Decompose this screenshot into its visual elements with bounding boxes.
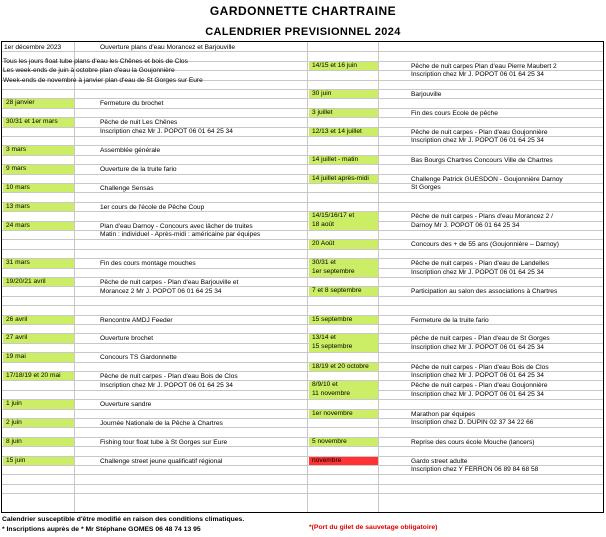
left-desc-line: Plan d'eau Darnoy - Concours avec lâcher de truites [100,222,253,230]
right-event-desc [411,439,604,450]
left-date-text: 3 mars [6,146,27,154]
right-desc-line: Pêche de nuit carpes Plan d'eau Pierre Maubert 2 [411,62,557,70]
right-desc-line: Pêche de nuit carpes - Plan d'eau Goujonnière [411,382,548,390]
safety-note: *(Port du gilet de sauvetage obligatoire) [309,524,438,531]
right-event-desc [411,411,604,432]
right-event-date [309,212,378,230]
left-event-date [3,222,74,230]
right-date-text: 18 août [312,220,334,228]
right-event-date [309,259,378,277]
right-event-date [309,90,378,98]
right-date-text: 14 juillet après-midi [312,174,369,182]
left-desc-line: Pêche de nuit carpes - Plan d'eau Barjouville et [100,279,239,286]
left-event-date [3,146,74,154]
left-desc-line: Ouverture de la truite fario [100,166,177,174]
left-desc-line: Rencontre AMDJ Feeder [100,316,173,324]
left-event-desc [100,354,305,365]
right-event-desc [411,176,604,197]
left-event-desc [100,279,305,300]
right-desc-line: Pêche de nuit carpes - Plans d'eau Morancez 2 / [411,213,554,221]
left-desc-line: Ouverture sandre [100,401,152,409]
right-desc-line: Inscription chez Mr J. POPOT 06 01 64 25 34 [411,372,544,380]
grid-line [2,493,603,494]
left-date-text: 15 juin [6,456,26,464]
left-desc-line: Pêche de nuit carpes - Plan d'eau Bois de Clos [100,373,238,380]
right-event-desc [411,335,604,356]
right-event-date [309,128,378,136]
right-desc-line: Barjouville [411,91,442,98]
right-event-date [309,410,378,418]
left-date-text: 8 juin [6,437,22,445]
left-event-date [3,203,74,211]
right-desc-line: Pêche de nuit carpes - Plan d'eau Bois de Clos [411,363,549,371]
right-date-text: 15 septembre [312,315,353,323]
page-subtitle: CALENDRIER PREVISIONNEL 2024 [205,26,401,38]
right-date-text: 3 juillet [312,108,333,116]
right-event-desc [411,213,604,234]
grid-line [2,333,603,334]
left-event-date [3,165,74,173]
left-event-desc [100,458,305,469]
right-desc-line: Inscription chez Y FERRON 06 89 84 68 58 [411,466,539,474]
grid-line [2,456,603,457]
left-event-desc [100,373,305,394]
left-event-desc [100,166,305,177]
grid-line [2,315,603,316]
right-date-text: 15 septembre [312,342,353,350]
right-event-date [309,175,378,183]
right-date-text: novembre [312,456,342,464]
left-event-desc [100,260,305,271]
right-desc-line: Pêche de nuit carpes - Plan d'eau de Landelles [411,260,549,268]
right-desc-line: Inscription chez Mr J. POPOT 06 01 64 25 34 [411,343,544,351]
left-event-date [3,438,74,446]
right-desc-line: Pêche de nuit carpes - Plan d'eau Goujonnière [411,128,548,136]
right-event-desc [411,382,604,403]
right-event-date [309,109,378,117]
right-desc-line: Marathon par équipes [411,410,476,418]
intro-line-text: Tous les jours float tube plans d'eau les Chênes et bois de Clos [3,57,188,65]
left-desc-line: Journée Nationale de la Pêche à Chartres [100,420,223,427]
left-event-date [3,457,74,465]
right-event-date [309,334,378,352]
left-date-text: 24 mars [6,221,30,229]
right-date-text: 1er septembre [312,267,355,275]
right-date-text: 7 et 8 septembre [312,287,362,295]
left-date-text: 26 avril [6,315,28,323]
right-event-desc [411,317,604,328]
grid-line [2,437,603,438]
right-desc-line: Bas Bourgs Chartres Concours Ville de Chartres [411,156,553,164]
right-event-desc [411,129,604,150]
left-event-desc [100,335,305,346]
left-date-text: 31 mars [6,259,30,267]
right-date-text: 30 juin [312,90,332,97]
left-desc-line: Fin des cours montage mouches [100,260,196,268]
right-date-text: 14/15 et 16 juin [312,61,358,69]
right-desc-line: Challenge Patrick GUESDON - Goujonnière Darnoy [411,175,563,183]
right-event-desc [411,241,604,252]
grid-line [2,258,603,259]
right-event-date [309,287,378,295]
right-event-desc [411,157,604,168]
right-date-text: 14/15/16/17 et [312,212,355,220]
right-event-date [309,457,378,465]
left-desc-line: 1er cours de l'école de Pêche Coup [100,203,205,211]
left-event-date [3,316,74,324]
left-desc-line: Challenge Sensas [100,185,154,192]
left-event-desc [100,100,305,111]
intro-date-text: 1er décembre 2023 [4,44,62,51]
left-date-text: 19/20/21 avril [6,278,46,285]
left-event-desc [100,147,305,158]
left-event-desc [100,317,305,328]
left-event-desc [100,439,305,450]
left-event-date [3,372,74,380]
left-desc-line: Morancez 2 Mr J. POPOT 06 01 64 25 34 [100,287,222,295]
right-desc-line: Inscription chez Mr J. POPOT 06 01 64 25 34 [411,268,544,276]
left-date-text: 1 juin [6,400,22,408]
left-event-desc [100,204,305,215]
right-event-desc [411,288,604,299]
left-desc-line: Inscription chez Mr J. POPOT 06 01 64 25 34 [100,127,233,135]
left-event-date [3,184,74,192]
intro-desc [100,44,305,53]
left-desc-line: Inscription chez Mr J. POPOT 06 01 64 25 34 [100,381,233,389]
right-event-date [309,381,378,399]
right-date-text: 5 novembre [312,437,347,445]
right-date-text: 11 novembre [312,389,350,397]
left-date-text: 17/18/19 et 20 mai [6,372,61,379]
left-event-date [3,419,74,427]
grid-column-line [74,42,75,512]
left-event-date [3,118,74,126]
grid-column-line [307,42,308,512]
left-desc-line: Ouverture brochet [100,335,154,343]
right-date-text: 18/19 et 20 octobre [312,362,369,370]
left-event-date [3,400,74,408]
intro-line [3,58,303,67]
right-event-desc [411,260,604,281]
left-desc-line: Matin : individuel - Après-midi : américaine par équipes [100,231,261,239]
left-desc-line: Fermeture du brochet [100,100,164,108]
right-desc-line: St Gorges [411,184,441,192]
left-event-date [3,259,74,267]
footer-contact: * Inscriptions auprès de * Mr Stéphane GOMES 06 48 74 13 95 [2,526,201,533]
left-date-text: 30/31 et 1er mars [6,118,58,126]
right-event-desc [411,110,604,121]
left-event-desc [100,223,305,244]
intro-desc-text: Ouverture plans d'eau Morancez et Barjouville [100,44,236,51]
left-event-desc [100,119,305,140]
left-desc-line: Assemblée générale [100,147,161,155]
grid-line [2,484,603,485]
right-desc-line: Inscription chez D. DUPIN 02 37 34 22 66 [411,419,534,427]
left-event-date [3,99,74,107]
right-event-date [309,363,378,371]
left-event-date [3,334,74,342]
left-desc-line: Pêche de nuit Les Chênes [100,119,178,127]
left-desc-line: Fishing tour float tube à St Gorges sur Eure [100,438,228,446]
page-title: GARDONNETTE CHARTRAINE [209,4,397,18]
grid-line [2,305,603,306]
left-desc-line: Challenge street jeune qualificatif régional [100,457,223,465]
right-date-text: 8/9/10 et [312,381,338,389]
left-event-desc [100,401,305,412]
right-event-desc [411,364,604,385]
left-event-date [3,278,74,286]
right-date-text: 13/14 et [312,334,336,342]
right-desc-line: Participation au salon des associations à Chartres [411,288,558,296]
right-desc-line: Inscription chez Mr J. POPOT 06 01 64 25 34 [411,71,544,79]
left-date-text: 13 mars [6,202,30,210]
right-desc-line: Gardo street adulte [411,457,468,465]
right-date-text: 14 juillet - matin [312,155,359,163]
right-event-date [309,62,378,70]
right-desc-line: Darnoy Mr J. POPOT 06 01 64 25 34 [411,221,520,229]
right-event-date [309,156,378,164]
right-desc-line: Reprise des cours école Mouche (lancers) [411,438,535,446]
grid-line [2,89,603,90]
left-date-text: 10 mars [6,184,30,191]
calendar-table [1,41,604,513]
left-event-desc [100,185,305,196]
intro-line-text: Les week-ends de juin à octobre plan d'eau la Goujonnière [3,67,175,75]
right-date-text: 30/31 et [312,259,336,267]
grid-column-line [378,42,379,512]
intro-line [3,77,303,86]
intro-line [3,67,303,76]
right-date-text: 1er novembre [312,409,353,417]
right-desc-line: Inscription chez Mr J. POPOT 06 01 64 25 34 [411,390,544,398]
right-event-date [309,438,378,446]
right-event-date [309,240,378,248]
right-event-desc [411,458,604,479]
left-desc-line: Concours TS Gardonnette [100,354,177,362]
right-date-text: 12/13 et 14 juillet [312,127,362,135]
right-desc-line: Inscription chez Mr J. POPOT 06 01 64 25 34 [411,137,544,145]
grid-line [2,202,603,203]
intro-date [4,44,74,53]
right-desc-line: Fin des cours Ecole de pêche [411,109,498,117]
left-date-text: 28 janvier [6,99,35,107]
left-date-text: 19 mai [6,353,26,361]
footer-disclaimer: Calendrier susceptible d'être modifié en raison des conditions climatiques. [2,516,245,523]
intro-line-text: Week-ends de novembre à janvier plan d'eau de St Gorges sur Eure [3,76,203,84]
left-date-text: 9 mars [6,165,27,173]
right-desc-line: Concours des + de 55 ans (Goujonnière – Darnoy) [411,241,559,249]
left-event-desc [100,420,305,431]
right-date-text: 20 Août [312,240,335,248]
right-desc-line: Fermeture de la truite fario [411,316,489,324]
left-date-text: 27 avril [6,334,28,342]
right-desc-line: pêche de nuit carpes - Plan d'eau de St Gorges [411,335,550,343]
right-event-date [309,316,378,324]
left-date-text: 2 juin [6,419,22,426]
left-event-date [3,353,74,361]
right-event-desc [411,63,604,84]
right-event-desc [411,91,604,102]
